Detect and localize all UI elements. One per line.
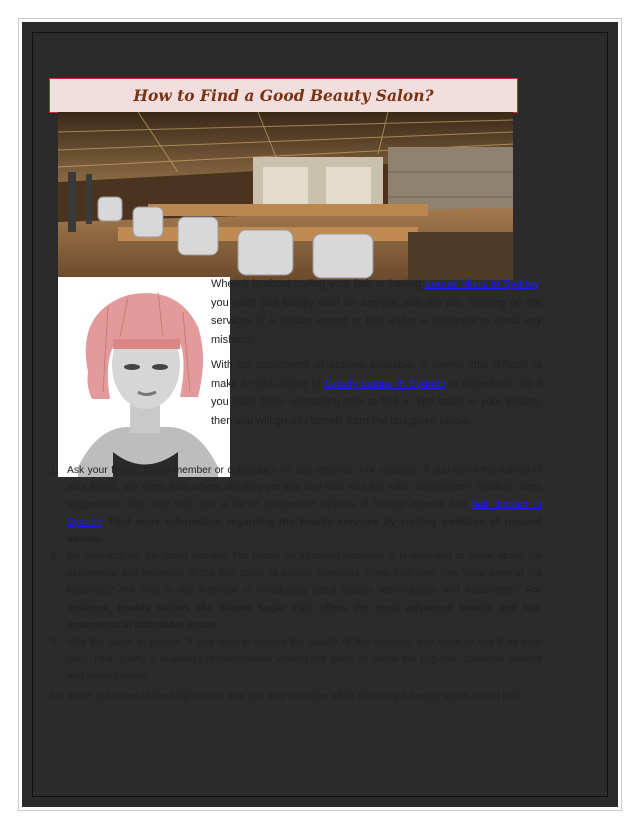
list-number: 2. xyxy=(50,551,59,563)
list-item-text: Ask your friend, family member or colleagues for any referrals. For example, If you loved the haircut of your friend, ask them from where did they get that and how was the salon experience? Similarly, seek suggestions that may help you a list of prospective options of beauty experts and xyxy=(67,465,542,511)
list-number: 3. xyxy=(50,637,59,649)
list-number: 1. xyxy=(50,465,59,476)
intro-p2-text: With an assortment of options available, it seems little difficult to make a right choice of xyxy=(211,359,542,390)
tips-list xyxy=(50,462,542,686)
title-banner xyxy=(49,78,518,113)
list-item-text-end: . xyxy=(217,619,221,631)
beauty-salons-link[interactable]: beauty salons in Sydney xyxy=(324,377,446,390)
salon-interior-image xyxy=(58,112,513,280)
page-title: How to Find a Good Beauty Salon? xyxy=(133,86,434,105)
list-item-text: Visit the salon in person. If you wish to ensure the quality of the services, you have to see it by your own. That is why it is always recommended visiting the salon to check the hygiene, customer service and surroundings. xyxy=(67,637,542,683)
closing-paragraph: So, these are some of the helpful cues that you may consider while choosing a beauty salon. Good luck! xyxy=(49,691,524,702)
list-item xyxy=(50,462,542,548)
intro-text xyxy=(211,275,542,437)
intro-p1-text-end: , you can’t just blindly trust on anyone with the job. Relying on the services of a beauty expert or hair stylist is essential to avoid any mishaps. xyxy=(211,278,542,346)
hair-dresser-link[interactable]: hair dresser in Sydney xyxy=(67,499,542,528)
intro-paragraph-1 xyxy=(211,275,542,349)
intro-p1-text: When it is about styling your hair or having xyxy=(211,278,425,290)
dermal-fillers-link[interactable]: dermal fillers in Sydney xyxy=(424,278,539,290)
list-item-bold-text: For instance, beauty salons like Brown Sugar Hair offers the most advanced beauty and hair treatments at affordable prices xyxy=(67,585,542,631)
list-item xyxy=(50,548,542,634)
intro-p2-text-end: or elsewhere. So if you have been wondering how to find a right salon in your locality, then you will greatly benefit from the tips given below. xyxy=(211,377,543,427)
list-item xyxy=(50,634,542,686)
hairstyle-portrait-image xyxy=(58,277,230,477)
intro-paragraph-2 xyxy=(211,356,542,430)
list-item-bold-text: . Find more information regarding the beauty services by visiting websites of reputed salons. xyxy=(67,516,542,545)
list-item-text: Do research on the listed options. For taking an informed decision, it is essential to know about the experience and expertise of the hair stylist or beauty specialist. From how long they have been in the business? Are they in the forefront in introducing latest beauty technologies and treatments? xyxy=(67,551,542,597)
